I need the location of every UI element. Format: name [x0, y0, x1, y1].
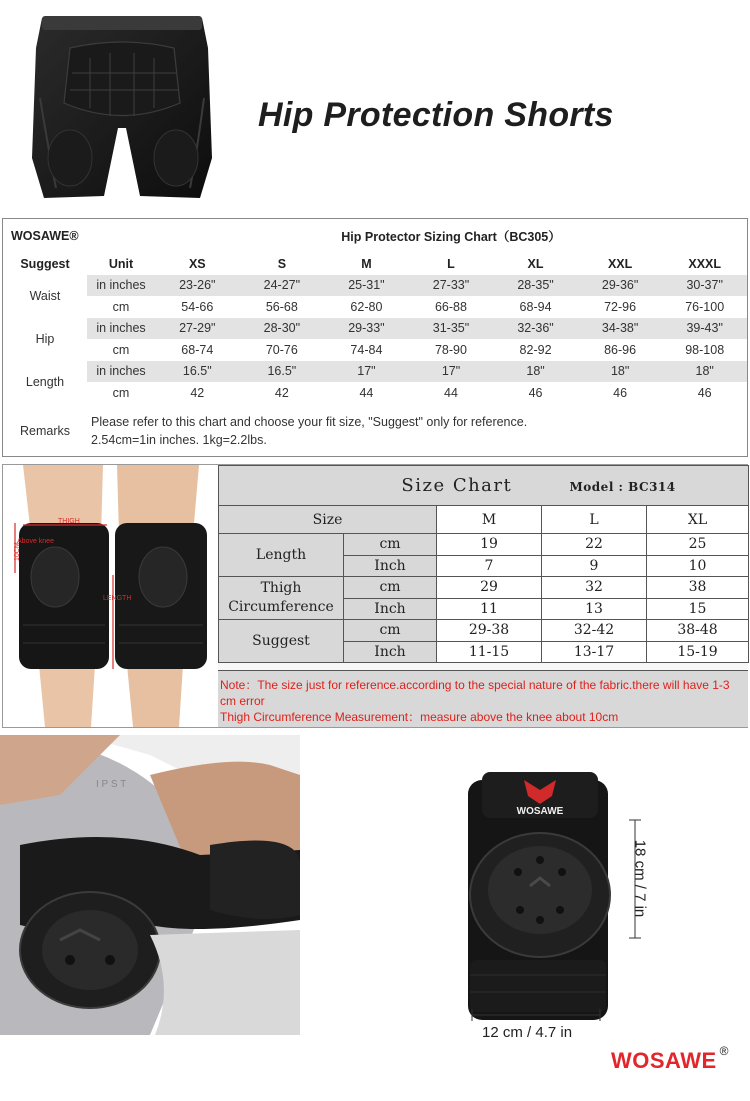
size-header: XXL [607, 256, 633, 271]
table-cell: 27-29" [155, 318, 240, 340]
brand-logo [611, 1044, 730, 1074]
table-cell: 32-42 [542, 620, 647, 642]
table-cell: 16.5" [240, 361, 325, 383]
svg-text:I P S T: I P S T [96, 779, 127, 790]
knee-suggest-label: Suggest [219, 620, 344, 663]
size-header: L [542, 506, 647, 534]
knee-size-table [218, 465, 749, 663]
note-line: Thigh Circumference Measurement：measure above the knee about 10cm [220, 710, 619, 724]
unit-cell: in inches [87, 318, 155, 340]
table-row [219, 620, 749, 642]
knee-size-chart [218, 465, 748, 727]
table-cell: 68-74 [181, 342, 214, 357]
size-header: Size [219, 506, 437, 534]
pad-logo: WOSAWE [516, 806, 564, 817]
table-cell: 42 [190, 385, 205, 400]
knee-pad-measurement-image [3, 465, 217, 727]
hip-protection-shorts-image [30, 8, 215, 204]
table-cell: 25 [647, 534, 749, 556]
unit-cell: cm [112, 385, 130, 400]
table-cell: 24-27" [240, 275, 325, 297]
hero-title: Hip Protection Shorts [258, 96, 614, 134]
table-cell: 42 [274, 385, 289, 400]
unit-cell: in inches [87, 361, 155, 383]
hip-label: Hip [35, 332, 55, 346]
table-cell: 19 [437, 534, 542, 556]
remarks-line: 2.54cm=1in inches. 1kg=2.2lbs. [91, 432, 267, 447]
table-cell: 72-96 [604, 299, 637, 314]
table-cell: 13-17 [542, 641, 647, 663]
thigh-label-line: Thigh [260, 580, 302, 596]
table-row [3, 318, 747, 340]
table-cell: 15-19 [647, 641, 749, 663]
table-row [3, 382, 747, 404]
hero-section [0, 0, 750, 212]
table-cell: 32 [542, 577, 647, 599]
table-cell: 27-33" [409, 275, 494, 297]
above-knee-label: Above knee [17, 538, 54, 545]
unit-cell: Inch [344, 598, 437, 620]
size-header: S [277, 256, 287, 271]
knee-title-row [219, 466, 749, 506]
unit-cell: cm [344, 577, 437, 599]
width-dimension-label: 12 cm / 4.7 in [482, 1024, 573, 1041]
hip-size-header-row [3, 253, 747, 275]
table-cell: 82-92 [519, 342, 552, 357]
table-cell: 11-15 [437, 641, 542, 663]
size-header: M [361, 256, 372, 271]
table-cell: 66-88 [434, 299, 467, 314]
model-label: Model : BC314 [569, 480, 676, 494]
table-cell: 46 [697, 385, 712, 400]
table-cell: 68-94 [519, 299, 552, 314]
table-row [219, 577, 749, 599]
table-row [3, 361, 747, 383]
height-dimension-label: 18 cm / 7 in [631, 839, 649, 918]
table-cell: 44 [359, 385, 374, 400]
hip-sizing-chart [2, 218, 748, 457]
knee-size-header-row [219, 506, 749, 534]
length-label: LENGTH [103, 595, 132, 602]
knee-chart-title: Size Chart [401, 475, 513, 496]
knee-title-cell [219, 466, 749, 506]
table-cell: 86-96 [604, 342, 637, 357]
table-cell: 39-43" [662, 318, 747, 340]
thigh-circumference-label [219, 577, 344, 620]
table-cell: 44 [444, 385, 458, 400]
waist-label: Waist [29, 289, 61, 303]
size-header: XXXL [688, 256, 722, 271]
table-cell: 7 [437, 555, 542, 577]
unit-cell: Inch [344, 641, 437, 663]
table-cell: 62-80 [350, 299, 383, 314]
table-cell: 18" [662, 361, 747, 383]
cm-label: 10CM [14, 542, 21, 561]
table-cell: 29-33" [324, 318, 409, 340]
table-cell: 46 [528, 385, 543, 400]
table-cell: 38 [647, 577, 749, 599]
unit-cell: cm [112, 299, 130, 314]
unit-cell: cm [344, 534, 437, 556]
table-cell: 32-36" [493, 318, 578, 340]
table-cell: 23-26" [155, 275, 240, 297]
remarks-label: Remarks [19, 423, 70, 438]
table-cell: 25-31" [324, 275, 409, 297]
table-cell: 31-35" [409, 318, 494, 340]
length-label: Length [25, 375, 65, 389]
size-header: XS [188, 256, 206, 271]
remarks-row [3, 404, 747, 458]
unit-cell: in inches [87, 275, 155, 297]
table-cell: 30-37" [662, 275, 747, 297]
knee-length-label: Length [219, 534, 344, 577]
knee-pad-size-section [2, 464, 748, 728]
registered-mark: ® [719, 1044, 730, 1058]
size-header: M [437, 506, 542, 534]
table-cell: 17" [324, 361, 409, 383]
table-cell: 18" [578, 361, 663, 383]
table-cell: 15 [647, 598, 749, 620]
unit-cell: cm [344, 620, 437, 642]
table-cell: 98-108 [685, 342, 725, 357]
table-row [3, 275, 747, 297]
table-cell: 10 [647, 555, 749, 577]
table-cell: 74-84 [350, 342, 383, 357]
unit-cell: cm [112, 342, 130, 357]
elbow-pad-product-image [440, 760, 650, 1030]
table-cell: 22 [542, 534, 647, 556]
table-cell: 56-68 [265, 299, 298, 314]
size-header: XL [527, 256, 544, 271]
table-cell: 13 [542, 598, 647, 620]
table-row [219, 534, 749, 556]
table-cell: 28-30" [240, 318, 325, 340]
size-header: L [447, 256, 455, 271]
table-cell: 34-38" [578, 318, 663, 340]
width-dimension-marker [470, 1008, 602, 1022]
suggest-header: Suggest [20, 256, 70, 271]
table-cell: 46 [613, 385, 628, 400]
table-cell: 11 [437, 598, 542, 620]
table-row [3, 296, 747, 318]
table-cell: 78-90 [434, 342, 467, 357]
brand-label: WOSAWE® [11, 229, 79, 243]
table-cell: 18" [493, 361, 578, 383]
table-cell: 29-38 [437, 620, 542, 642]
table-cell: 38-48 [647, 620, 749, 642]
unit-cell: Inch [344, 555, 437, 577]
unit-header: Unit [108, 256, 134, 271]
brand-logo-text: WOSAWE [611, 1048, 717, 1073]
thigh-label-line: Circumference [228, 599, 334, 615]
table-row [3, 339, 747, 361]
elbow-pad-worn-image [0, 735, 300, 1035]
size-header: XL [647, 506, 749, 534]
thigh-label: THIGH [58, 518, 80, 525]
table-cell: 54-66 [181, 299, 214, 314]
hip-sizing-table [3, 219, 747, 458]
table-cell: 17" [409, 361, 494, 383]
table-cell: 16.5" [155, 361, 240, 383]
remarks-text [87, 404, 747, 458]
table-cell: 29-36" [578, 275, 663, 297]
hip-title-row [3, 219, 747, 253]
table-cell: 28-35" [493, 275, 578, 297]
knee-note [218, 670, 748, 727]
table-cell: 76-100 [685, 299, 725, 314]
hip-chart-title: Hip Protector Sizing Chart（BC305） [341, 230, 561, 244]
remarks-line: Please refer to this chart and choose your fit size, "Suggest" only for reference. [91, 414, 528, 429]
table-cell: 29 [437, 577, 542, 599]
note-line: Note：The size just for reference.according to the special nature of the fabric.there will have 1-3 cm error [220, 678, 730, 708]
table-cell: 70-76 [265, 342, 298, 357]
table-cell: 9 [542, 555, 647, 577]
